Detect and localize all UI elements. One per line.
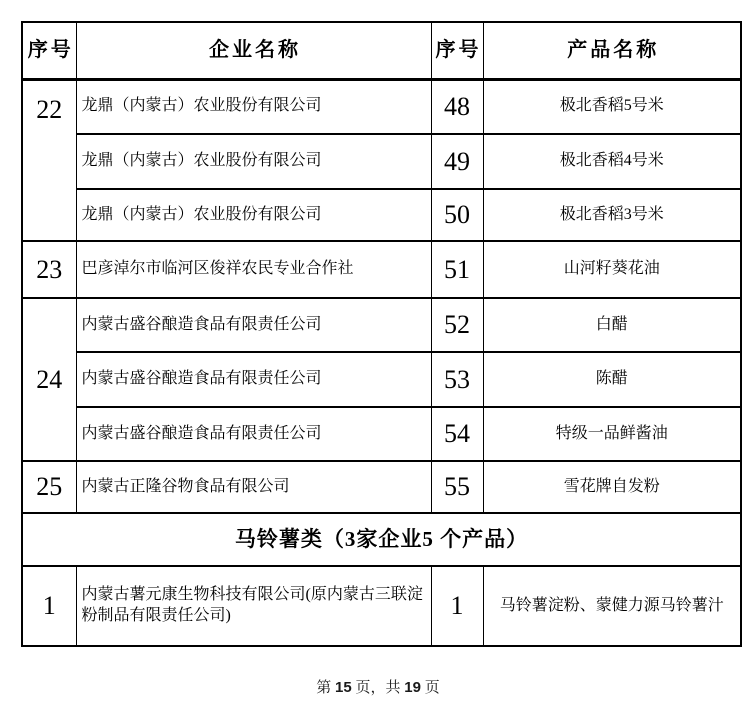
footer-label-page: 第 [316,680,336,696]
section-header-row [22,513,741,566]
product-name-cell: 雪花牌自发粉 [483,461,741,513]
product-name-cell: 特级一品鲜酱油 [483,407,741,461]
product-no-cell: 52 [431,298,483,352]
company-name-cell: 内蒙古盛谷酿造食品有限责任公司 [76,298,431,352]
footer-label-pages: 页 [420,680,440,696]
enterprise-no-cell: 24 [22,298,76,461]
table-row [22,134,741,189]
product-no-cell: 54 [431,407,483,461]
enterprise-product-table [21,21,742,647]
header-enterprise-seq-no: 序号 [22,22,76,79]
footer-total-pages: 19 [404,679,421,696]
table-row [22,189,741,241]
product-name-cell: 极北香稻4号米 [483,134,741,189]
product-no-cell: 49 [431,134,483,189]
table-row [22,298,741,352]
enterprise-no-cell: 23 [22,241,76,298]
table-row [22,566,741,646]
product-no-cell: 48 [431,79,483,134]
company-name-cell: 内蒙古盛谷酿造食品有限责任公司 [76,352,431,407]
table-row [22,79,741,134]
section-header-cell: 马铃薯类（3家企业5 个产品） [22,513,741,566]
company-name-cell: 龙鼎（内蒙古）农业股份有限公司 [76,189,431,241]
footer-label-of: 页，共 [351,680,405,696]
product-no-cell: 1 [431,566,483,646]
product-no-cell: 53 [431,352,483,407]
product-no-cell: 55 [431,461,483,513]
product-name-cell: 山河籽葵花油 [483,241,741,298]
page-footer [0,676,756,697]
enterprise-no-cell: 1 [22,566,76,646]
table-row [22,241,741,298]
company-name-cell: 龙鼎（内蒙古）农业股份有限公司 [76,79,431,134]
enterprise-no-cell: 22 [22,79,76,241]
product-no-cell: 50 [431,189,483,241]
product-name-cell: 陈醋 [483,352,741,407]
company-name-cell: 内蒙古薯元康生物科技有限公司(原内蒙古三联淀粉制品有限责任公司) [76,566,431,646]
product-name-cell: 白醋 [483,298,741,352]
footer-page-number: 15 [335,679,352,696]
header-product-seq-no: 序号 [431,22,483,79]
product-name-cell: 极北香稻3号米 [483,189,741,241]
company-name-cell: 内蒙古盛谷酿造食品有限责任公司 [76,407,431,461]
header-enterprise-name: 企业名称 [76,22,431,79]
table-row [22,352,741,407]
header-product-name: 产品名称 [483,22,741,79]
table-header-row [22,22,741,79]
table-row [22,407,741,461]
company-name-cell: 内蒙古正隆谷物食品有限公司 [76,461,431,513]
enterprise-no-cell: 25 [22,461,76,513]
product-no-cell: 51 [431,241,483,298]
product-name-cell: 马铃薯淀粉、蒙健力源马铃薯汁 [483,566,741,646]
product-name-cell: 极北香稻5号米 [483,79,741,134]
company-name-cell: 龙鼎（内蒙古）农业股份有限公司 [76,134,431,189]
table-row [22,461,741,513]
company-name-cell: 巴彦淖尔市临河区俊祥农民专业合作社 [76,241,431,298]
